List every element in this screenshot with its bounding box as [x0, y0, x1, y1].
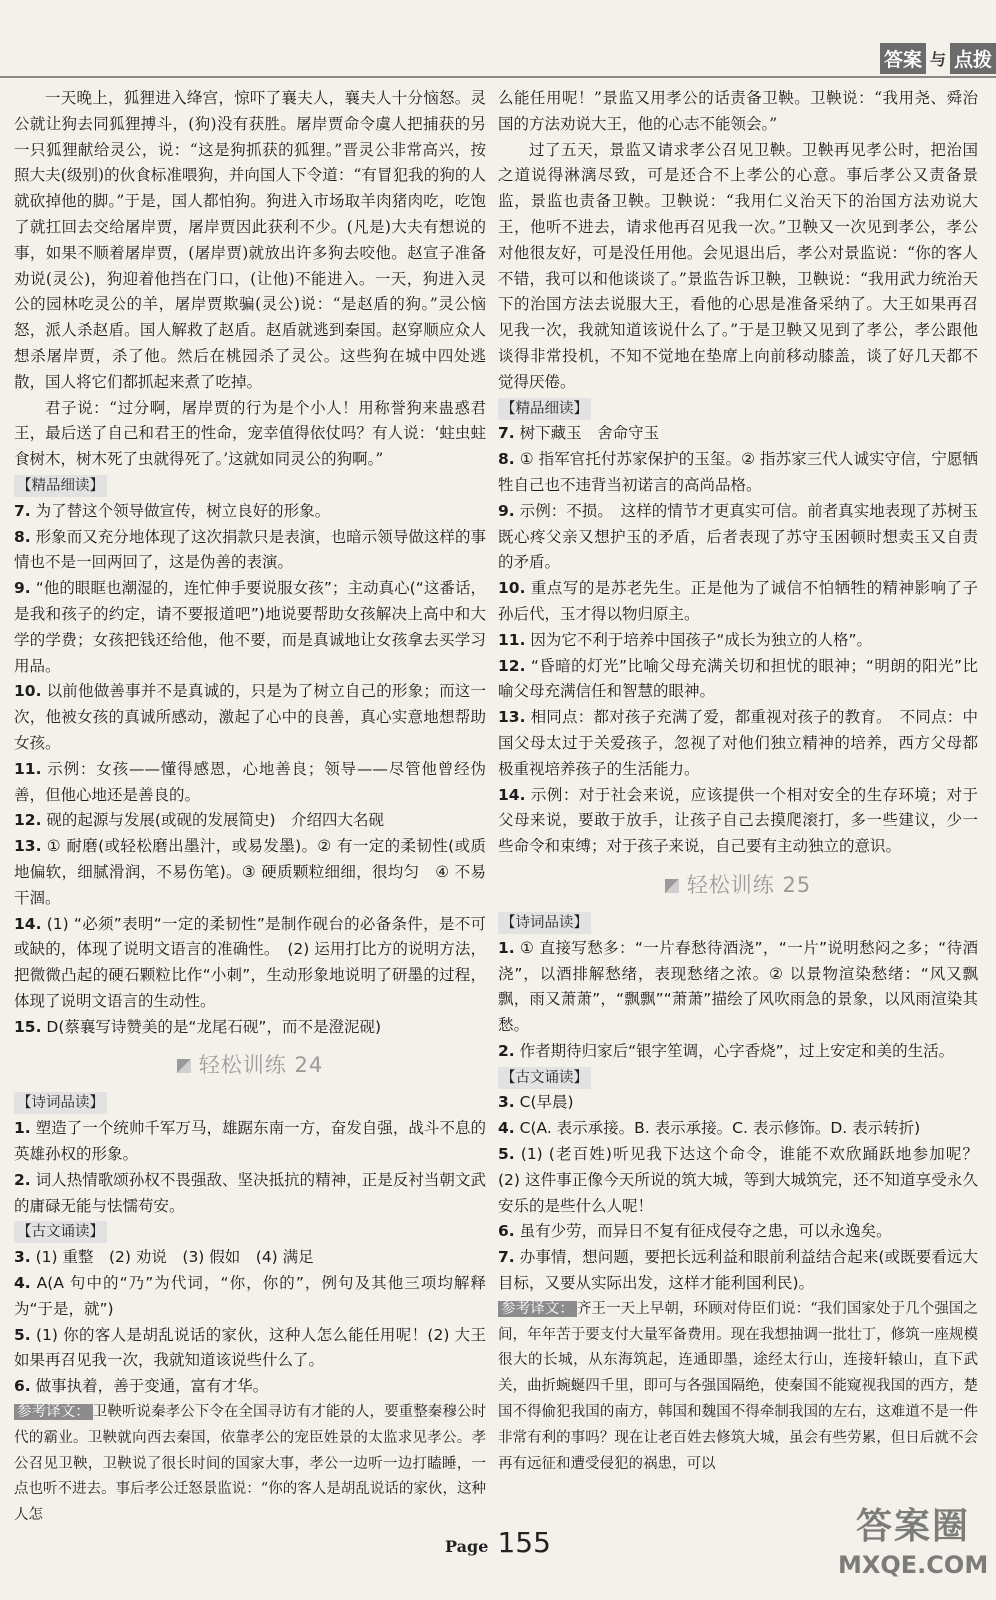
- answer-item: [14, 1374, 486, 1400]
- item-text: 做事执着，善于变通，富有才华。: [35, 1377, 269, 1396]
- item-number: 12.: [498, 656, 526, 675]
- answer-item: [14, 576, 486, 679]
- answer-item: [14, 499, 486, 525]
- answer-item: [498, 654, 978, 706]
- section-label: 【古文诵读】: [14, 1221, 107, 1243]
- page-number: 155: [497, 1526, 551, 1559]
- header-hint-label: 点拨: [950, 43, 996, 74]
- answer-item: [14, 1323, 486, 1375]
- header-answer-label: 答案: [880, 43, 926, 74]
- item-number: 6.: [14, 1377, 31, 1396]
- reference-label: 参考译文：: [498, 1301, 577, 1317]
- item-number: 7.: [498, 424, 515, 443]
- left-column: [14, 86, 486, 1529]
- item-text: 以前他做善事并不是真诚的，只是为了树立自己的形象；而这一次，他被女孩的真诚所感动，激起了心中的良善，真心实意地想帮助女孩。: [14, 682, 486, 752]
- item-number: 14.: [498, 785, 526, 804]
- item-number: 10.: [498, 579, 526, 598]
- answer-item: [498, 936, 978, 1039]
- unit-title: 轻松训练 25: [686, 872, 812, 897]
- item-number: 4.: [498, 1119, 515, 1138]
- answer-item: [14, 1245, 486, 1271]
- item-number: 2.: [498, 1041, 515, 1060]
- item-text: (1) (老百姓)听见我下达这个命令，谁能不欢欣踊跃地参加呢？ (2) 这件事正像今天所说的筑大城，等到大城筑完，还不知道享受永久安乐的是些什么人呢！: [498, 1145, 994, 1215]
- answer-item: [14, 1116, 486, 1168]
- answer-item: [498, 628, 978, 654]
- item-text: A(A 句中的“乃”为代词，“你，你的”，例句及其他三项均解释为“于是，就”): [14, 1274, 486, 1318]
- item-number: 11.: [498, 630, 526, 649]
- section-label: 【诗词品读】: [498, 912, 591, 934]
- answer-item: [14, 679, 486, 756]
- answer-item: [498, 705, 978, 782]
- watermark-logo: [838, 1504, 988, 1590]
- item-number: 3.: [14, 1248, 31, 1267]
- answer-item: [498, 1142, 994, 1219]
- item-number: 13.: [498, 708, 526, 727]
- item-text: (1) 重整 (2) 劝说 (3) 假如 (4) 满足: [35, 1248, 314, 1267]
- answer-item: [498, 1219, 978, 1245]
- item-text: 为了替这个领导做宣传，树立良好的形象。: [35, 501, 331, 520]
- item-text: 办事情，想问题，要把长远利益和眼前利益结合起来(或既要看远大目标，又要从实际出发，这样才能利国利民)。: [498, 1248, 978, 1293]
- body-paragraph: 过了五天，景监又请求孝公召见卫鞅。卫鞅再见孝公时，把治国之道说得淋漓尽致，可是还合不上孝公的心意。事后孝公又责备景监，景监也责备卫鞅。卫鞅说：“我用仁义治天下的治国方法劝说大王，他听不进去，请求他再召见我一次。”卫鞅又一次见到孝公，孝公对他很友好，可是没任用他。会见退出后，孝公对景监说：“你的客人不错，我可以和他谈谈了。”景监告诉卫鞅，卫鞅说：“我用武力统治天下的治国方法去说服大王，看他的心思是准备采纳了。大王如果再召见我一次，我就知道该说什么了。”于是卫鞅又见到了孝公，孝公跟他谈得非常投机，不知不觉地在垫席上向前移动膝盖，谈了好几天都不觉得厌倦。: [498, 140, 978, 391]
- item-text: 因为它不利于培养中国孩子“成长为独立的人格”。: [530, 630, 872, 649]
- item-number: 1.: [498, 938, 515, 957]
- item-text: (1) “必须”表明“一定的柔韧性”是制作砚台的必备条件，是不可或缺的，体现了说明文语言的准确性。 (2) 运用打比方的说明方法，把微微凸起的硬石颗粒比作“小刺”，生动形象地说明了研墨的过程，体现了说明文语言的生动性。: [14, 914, 486, 1010]
- watermark-title: 答案圈: [855, 1506, 970, 1547]
- unit-title: 轻松训练 24: [198, 1053, 324, 1078]
- item-number: 14.: [14, 914, 42, 933]
- item-number: 5.: [498, 1145, 515, 1164]
- page-header: [880, 44, 996, 72]
- section-heading: [14, 1090, 486, 1116]
- reference-text: 齐王一天上早朝，环顾对侍臣们说：“我们国家处于几个强国之间，年年苦于要支付大量军备费用。现在我想抽调一批壮丁，修筑一座规模很大的长城，从东海筑起，连通即墨，途经太行山，连接轩辕山，直下武关，曲折蜿蜒四千里，即可与各强国隔绝，使秦国不能窥视我国的西方，楚国不得偷犯我国的南方，韩国和魏国不得牵制我国的左右，这难道不是一件非常有利的事吗？现在让老百姓去修筑大城，虽会有些劳累，但日后就不会再有远征和遭受侵犯的祸患，可以: [498, 1300, 978, 1472]
- unit-marker-icon: [665, 879, 679, 893]
- answer-item: [498, 576, 978, 628]
- answer-item: [14, 1168, 486, 1220]
- unit-heading: [14, 1050, 486, 1080]
- item-number: 7.: [498, 1248, 515, 1267]
- item-text: 词人热情歌颂孙权不畏强敌、坚决抵抗的精神，正是反衬当朝文武的庸碌无能与怯懦苟安。: [14, 1170, 486, 1215]
- item-number: 3.: [498, 1093, 515, 1112]
- answer-item: [498, 1116, 978, 1142]
- item-text: 示例：不损。 这样的情节才更真实可信。前者真实地表现了苏树玉既心疼父亲又想护玉的矛盾，后者表现了苏守玉困顿时想卖玉又自责的矛盾。: [498, 501, 978, 572]
- item-text: ① 耐磨(或轻松磨出墨汁，或易发墨)。② 有一定的柔韧性(或质地偏软，细腻滑润，不易伤笔)。③ 硬质颗粒细细，很均匀 ④ 不易干涸。: [14, 837, 486, 907]
- page-label: Page: [445, 1537, 489, 1556]
- item-number: 6.: [498, 1222, 515, 1241]
- reference-text: 卫鞅听说秦孝公下令在全国寻访有才能的人，要重整秦穆公时代的霸业。卫鞅就向西去秦国，依靠孝公的宠臣姓景的太监求见孝公。孝公召见卫鞅，卫鞅说了很长时间的国家大事，孝公一边听一边打瞌睡，一点也听不进去。事后孝公迁怒景监说：“你的客人是胡乱说话的家伙，这种人怎: [14, 1404, 487, 1524]
- header-rule: [0, 76, 996, 78]
- item-text: D(蔡襄写诗赞美的是“龙尾石砚”，而不是澄泥砚): [46, 1017, 381, 1036]
- item-text: 示例：对于社会来说，应该提供一个相对安全的生存环境；对于父母来说，要敢于放手，让孩子自己去摸爬滚打，多一些建议，少一些命令和束缚；对于孩子来说，自己要有主动独立的意识。: [498, 785, 978, 856]
- answer-item: [498, 421, 978, 447]
- watermark-url: MXQE.COM: [838, 1551, 989, 1579]
- item-text: C(早晨): [519, 1093, 574, 1112]
- item-number: 12.: [14, 811, 42, 830]
- item-number: 4.: [14, 1274, 31, 1293]
- section-heading: [498, 1065, 978, 1091]
- body-paragraph: 么能任用呢！”景监又用孝公的话责备卫鞅。卫鞅说：“我用尧、舜治国的方法劝说大王，他的心志不能领会。”: [498, 89, 978, 133]
- item-text: 作者期待归家后“银字笙调，心字香烧”，过上安定和美的生活。: [519, 1041, 955, 1060]
- item-number: 1.: [14, 1119, 31, 1138]
- answer-item: [498, 1245, 978, 1297]
- item-text: 形象而又充分地体现了这次捐款只是表演，也暗示领导做这样的事情也不是一回两回了，这是伪善的表演。: [14, 527, 486, 572]
- item-text: ① 直接写愁多：“一片春愁待酒浇”，“一片”说明愁闷之多；“待酒浇”，以酒排解愁绪，表现愁绪之浓。② 以景物渲染愁绪：“风又飘飘，雨又萧萧”，“飘飘”“萧萧”描绘了风吹雨急的景象，以风雨渲染其愁。: [498, 938, 978, 1035]
- item-text: ① 指军官托付苏家保护的玉玺。② 指苏家三代人诚实守信，宁愿牺牲自己也不违背当初诺言的高尚品格。: [498, 450, 978, 494]
- body-paragraph: 君子说：“过分啊，屠岸贾的行为是个小人！用称誉狗来蛊惑君王，最后送了自己和君王的性命，宠幸值得依仗吗？有人说：‘蛀虫蛀食树木，树木死了虫就得死了。’这就如同灵公的狗啊。”: [14, 398, 486, 469]
- answer-item: [498, 447, 978, 499]
- item-text: “昏暗的灯光”比喻父母充满关切和担忧的眼神；“明朗的阳光”比喻父母充满信任和智慧的眼神。: [498, 656, 978, 701]
- section-label: 【古文诵读】: [498, 1067, 591, 1089]
- answer-item: [14, 808, 486, 834]
- answer-item: [14, 1015, 486, 1041]
- answer-item: [14, 834, 486, 911]
- item-number: 10.: [14, 682, 42, 701]
- item-number: 15.: [14, 1017, 42, 1036]
- item-text: 砚的起源与发展(或砚的发展简史) 介绍四大名砚: [46, 811, 385, 830]
- item-text: 示例：女孩——懂得感恩，心地善良；领导——尽管他曾经伪善，但他心地还是善良的。: [14, 759, 486, 804]
- right-column: [498, 86, 994, 1477]
- item-text: C(A. 表示承接。B. 表示承接。C. 表示修饰。D. 表示转折): [519, 1119, 921, 1138]
- body-paragraph: 一天晚上，狐狸进入绛宫，惊吓了襄夫人，襄夫人十分恼怒。灵公就让狗去同狐狸搏斗，(狗)没有获胜。屠岸贾命令虞人把捕获的另一只狐狸献给灵公，说：“这是狗抓获的狐狸。”晋灵公非常高兴，按照大夫(级别)的伙食标准喂狗，并向国人下令道：“有冒犯我的狗的人就砍掉他的脚。”于是，国人都怕狗。狗进入市场取羊肉猪肉吃，吃饱了就扛回去交给屠岸贾，屠岸贾因此获利不少。(凡是)大夫有想说的事，如果不顺着屠岸贾，(屠岸贾)就放出许多狗去咬他。赵宣子准备劝说(灵公)，狗迎着他挡在门口，(让他)不能进入。一天，狗进入灵公的园林吃灵公的羊，屠岸贾欺骗(灵公)说：“是赵盾的狗。”灵公恼怒，派人杀赵盾。国人解救了赵盾。赵盾就逃到秦国。赵穿顺应众人想杀屠岸贾，杀了他。然后在桃园杀了灵公。这些狗在城中四处逃散，国人将它们都抓起来煮了吃掉。: [14, 89, 486, 391]
- item-number: 9.: [498, 501, 515, 520]
- reference-translation: [14, 1400, 486, 1529]
- section-label: 【诗词品读】: [14, 1092, 107, 1114]
- item-number: 9.: [14, 579, 31, 598]
- answer-item: [498, 1039, 978, 1065]
- item-text: “他的眼眶也潮湿的，连忙伸手要说服女孩”；主动真心(“这番话，是我和孩子的约定，请不要报道吧”)地说要帮助女孩解决上高中和大学的学费；女孩把钱还给他，他不要，而是真诚地让女孩拿去买学习用品。: [14, 579, 487, 675]
- item-number: 7.: [14, 501, 31, 520]
- item-text: (1) 你的客人是胡乱说话的家伙，这种人怎么能任用呢！(2) 大王如果再召见我一次，我就知道该说些什么了。: [14, 1325, 486, 1370]
- item-number: 11.: [14, 759, 42, 778]
- answer-item: [14, 1271, 486, 1323]
- answer-item: [498, 499, 978, 576]
- reference-translation: [498, 1297, 978, 1478]
- section-heading: [14, 473, 486, 499]
- item-number: 5.: [14, 1325, 31, 1344]
- section-heading: [498, 910, 978, 936]
- item-text: 树下藏玉 舍命守玉: [519, 424, 660, 443]
- item-text: 塑造了一个统帅千军万马，雄踞东南一方，奋发自强，战斗不息的英雄孙权的形象。: [14, 1119, 486, 1164]
- item-number: 13.: [14, 837, 42, 856]
- answer-item: [14, 912, 486, 1015]
- header-connector: 与: [929, 49, 946, 69]
- unit-heading: [498, 870, 978, 900]
- answer-item: [498, 783, 978, 860]
- item-number: 8.: [14, 527, 31, 546]
- unit-marker-icon: [177, 1059, 191, 1073]
- item-text: 重点写的是苏老先生。正是他为了诚信不怕牺牲的精神影响了子孙后代，玉才得以物归原主。: [498, 579, 978, 623]
- answer-item: [14, 757, 486, 809]
- answer-item: [498, 1090, 978, 1116]
- item-number: 8.: [498, 450, 515, 469]
- section-label: 【精品细读】: [14, 475, 107, 497]
- section-label: 【精品细读】: [498, 398, 591, 420]
- reference-label: 参考译文：: [14, 1404, 93, 1420]
- section-heading: [14, 1219, 486, 1245]
- item-text: 虽有少劳，而异日不复有征戍侵夺之患，可以永逸矣。: [519, 1222, 892, 1241]
- section-heading: [498, 396, 978, 422]
- answer-item: [14, 525, 486, 577]
- item-text: 相同点：都对孩子充满了爱，都重视对孩子的教育。 不同点：中国父母太过于关爱孩子，忽视了对他们独立精神的培养，西方父母都极重视培养孩子的生活能力。: [498, 708, 978, 778]
- item-number: 2.: [14, 1170, 31, 1189]
